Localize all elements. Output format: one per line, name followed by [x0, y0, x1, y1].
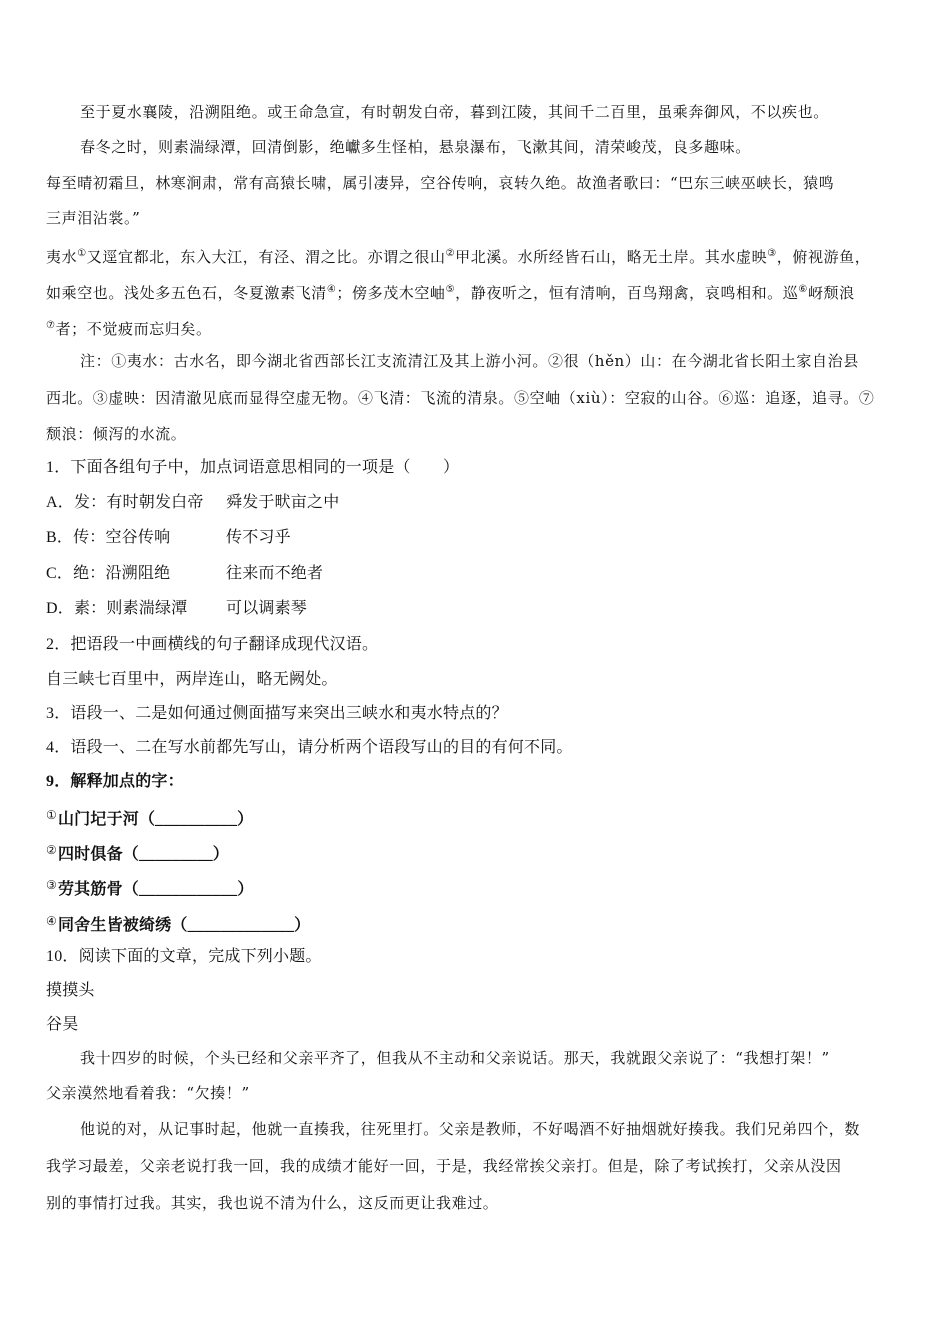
option-c-right: 往来而不绝者	[226, 565, 324, 582]
item-number: ①	[46, 808, 57, 822]
passage2-line3	[46, 315, 908, 340]
footnote-marker: ④	[326, 284, 337, 295]
question-9-item	[46, 910, 908, 937]
passage2-text: 甲北溪。水所经皆石山，略无土岸。其水虚映	[455, 248, 768, 266]
article-paragraph2-line1: 他说的对，从记事时起，他就一直揍我，往死里打。父亲是教师，不好喝酒不好抽烟就好揍我。我们兄弟四个，数	[80, 1120, 861, 1138]
option-d-right: 可以调素琴	[226, 600, 308, 617]
item-number: ④	[46, 914, 57, 928]
option-b-right: 传不习乎	[226, 529, 291, 546]
passage2-text: 岈颓浪	[807, 284, 855, 302]
option-d-left: D．素：则素湍绿潭	[46, 600, 188, 617]
passage2-text: 者；不觉疲而忘归矣。	[55, 320, 212, 338]
option-a-left: A．发：有时朝发白帝	[46, 494, 204, 511]
footnote-marker: ⑦	[46, 320, 56, 331]
notes-line3: 颓浪：倾泻的水流。	[46, 425, 187, 443]
option-c	[46, 563, 908, 585]
option-d	[46, 598, 908, 620]
notes-line2: 西北。③虚映：因清澈见底而显得空虚无物。④飞清：飞流的清泉。⑤空岫（xiù）：空寂的山谷。⑥巡：追逐，追寻。⑦	[46, 389, 875, 407]
article-title: 摸摸头	[46, 982, 95, 999]
footnote-marker: ①	[77, 248, 87, 259]
question-1: 1．下面各组句子中，加点词语意思相同的一项是（ ）	[46, 459, 460, 476]
item-text: 四时俱备（_________）	[57, 846, 229, 863]
item-text: 同舍生皆被绮绣（_____________）	[57, 917, 311, 934]
footnote-marker: ⑥	[798, 284, 808, 295]
passage1-paragraph1: 至于夏水襄陵，沿溯阻绝。或王命急宣，有时朝发白帝，暮到江陵，其间千二百里，虽乘奔御风，不以疾也。	[80, 103, 829, 121]
question-9-item	[46, 874, 908, 901]
footnote-marker: ⑤	[445, 284, 456, 295]
footnote-marker: ②	[445, 248, 456, 259]
option-c-left: C．绝：沿溯阻绝	[46, 565, 171, 582]
item-text: 劳其筋骨（____________）	[57, 881, 254, 898]
article-paragraph1-line2: 父亲漠然地看着我：“欠揍！”	[46, 1084, 250, 1102]
question-2: 2．把语段一中画横线的句子翻译成现代汉语。	[46, 636, 379, 653]
footnote-marker: ③	[767, 248, 777, 259]
question-4: 4．语段一、二在写水前都先写山，请分析两个语段写山的目的有何不同。	[46, 739, 573, 756]
passage2-text: 夷水	[46, 248, 78, 266]
item-number: ③	[46, 878, 57, 892]
article-paragraph2-line3: 别的事情打过我。其实，我也说不清为什么，这反而更让我难过。	[46, 1194, 499, 1212]
passage2-text: ，俯视游鱼，	[776, 248, 871, 266]
passage2-text: ，静夜听之，恒有清响，百鸟翔禽，哀鸣相和。巡	[455, 284, 799, 302]
item-text: 山门圮于河（__________）	[57, 811, 254, 828]
option-a	[46, 492, 908, 514]
passage2-text: 如乘空也。浅处多五色石，冬夏激素飞清	[46, 284, 327, 302]
question-10-title: 10．阅读下面的文章，完成下列小题。	[46, 948, 322, 965]
notes-line1: 注：①夷水：古水名，即今湖北省西部长江支流清江及其上游小河。②很（hěn）山：在今湖北省长阳土家自治县	[80, 352, 859, 370]
question-3: 3．语段一、二是如何通过侧面描写来突出三峡水和夷水特点的？	[46, 705, 508, 722]
option-b	[46, 527, 908, 549]
passage2-text: ；傍多茂木空岫	[336, 284, 446, 302]
article-author: 谷昊	[46, 1016, 79, 1033]
question-9-item	[46, 804, 908, 831]
passage1-paragraph3-line2: 三声泪沾裳。”	[46, 209, 141, 227]
question-2-sentence: 自三峡七百里中，两岸连山，略无阙处。	[46, 671, 338, 688]
option-b-left: B．传：空谷传响	[46, 529, 171, 546]
question-9-item	[46, 839, 908, 866]
passage2-line1	[46, 243, 908, 268]
article-paragraph1-line1: 我十四岁的时候，个头已经和父亲平齐了，但我从不主动和父亲说话。那天，我就跟父亲说了：“我想打架！”	[80, 1049, 830, 1067]
question-9-title: 9．解释加点的字：	[46, 773, 184, 790]
passage2-text: 又逕宜都北，东入大江，有泾、渭之比。亦谓之很山	[86, 248, 446, 266]
option-a-right: 舜发于畎亩之中	[226, 494, 340, 511]
item-number: ②	[46, 843, 57, 857]
passage1-paragraph2: 春冬之时，则素湍绿潭，回清倒影，绝巘多生怪柏，悬泉瀑布，飞漱其间，清荣峻茂，良多趣味。	[80, 138, 751, 156]
passage2-line2	[46, 279, 908, 304]
article-paragraph2-line2: 我学习最差，父亲老说打我一回，我的成绩才能好一回，于是，我经常挨父亲打。但是，除了考试挨打，父亲从没因	[46, 1157, 842, 1175]
passage1-paragraph3-line1: 每至晴初霜旦，林寒涧肃，常有高猿长啸，属引凄异，空谷传响，哀转久绝。故渔者歌曰：“巴东三峡巫峡长，猿鸣	[46, 174, 835, 192]
